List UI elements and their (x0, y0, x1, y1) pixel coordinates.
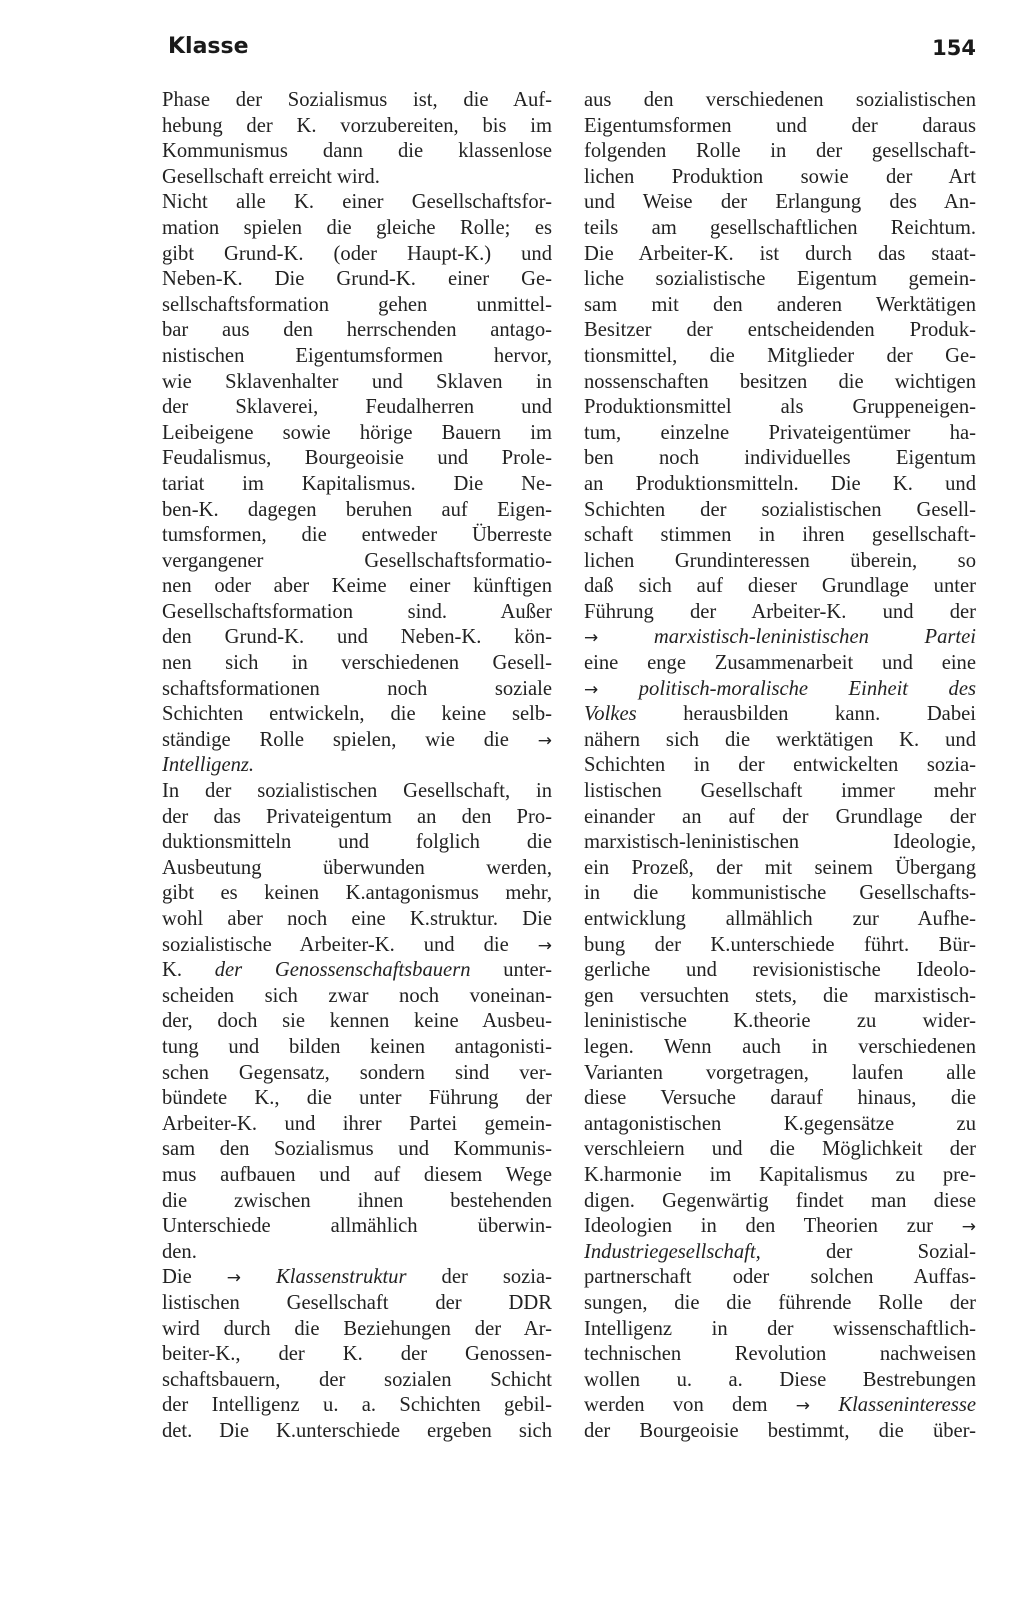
text-line: der, doch sie kennen keine Ausbeu- (162, 1010, 552, 1033)
text-line: werden von dem → Klasseninteresse (584, 1394, 976, 1417)
text-line: entwicklung allmählich zur Aufhe- (584, 908, 976, 930)
text-line: ben noch individuelles Eigentum (584, 447, 976, 470)
text-line: schaftsbauern, der sozialen Schicht (162, 1368, 552, 1391)
text-line: scheiden sich zwar noch voneinan- (162, 984, 552, 1007)
text-line: folgenden Rolle in der gesellschaft- (584, 140, 976, 163)
text-line: ständige Rolle spielen, wie die → (162, 728, 552, 751)
text-line: schen Gegensatz, sondern sind ver- (162, 1061, 552, 1084)
text-line: antagonistischen K.gegensätze zu (584, 1112, 976, 1135)
text-line: Führung der Arbeiter-K. und der (584, 600, 976, 623)
text-line: in die kommunistische Gesellschafts- (584, 882, 976, 905)
text-line: den. (162, 1240, 197, 1263)
text-line: schaftsformationen noch soziale (162, 677, 552, 700)
text-line: lichen Grundinteressen überein, so (584, 549, 976, 572)
text-line: Schichten der sozialistischen Gesell- (584, 498, 976, 521)
text-line: nen oder aber Keime einer künftigen (162, 575, 552, 598)
text-line (162, 753, 552, 779)
text-line: Neben-K. Die Grund-K. einer Ge- (162, 268, 552, 291)
text-line: sozialistische Arbeiter-K. und die → (162, 933, 552, 956)
cross-reference-arrow-icon: → (961, 1217, 976, 1238)
text-line: gen versuchten stets, die marxistisch- (584, 984, 976, 1007)
text-line: tum, einzelne Privateigentümer ha- (584, 421, 976, 444)
text-line: legen. Wenn auch in verschiedenen (584, 1035, 976, 1058)
text-line: mus aufbauen und auf diesem Wege (162, 1163, 552, 1186)
cross-reference-arrow-icon: → (537, 730, 552, 751)
text-line: einander an auf der Grundlage der (584, 805, 976, 828)
text-line: tariat im Kapitalismus. Die Ne- (162, 472, 552, 495)
text-line: nen sich in verschiedenen Gesell- (162, 652, 552, 675)
text-line: wollen u. a. Diese Bestrebungen (584, 1368, 976, 1391)
text-line: gerliche und revisionistische Ideolo- (584, 959, 976, 982)
text-line: sungen, die die führende Rolle der (584, 1291, 976, 1314)
cross-reference-arrow-icon: → (584, 628, 599, 649)
cross-reference-text: der Genossenschaftsbauern (214, 959, 471, 982)
cross-reference-arrow-icon: → (226, 1268, 242, 1289)
text-line: Die Arbeiter-K. ist durch das staat- (584, 242, 976, 265)
cross-reference-arrow-icon: → (584, 679, 599, 700)
left-column (162, 88, 552, 1444)
entry-title: Klasse (168, 34, 249, 59)
text-line: duktionsmitteln und folglich die (162, 831, 552, 854)
cross-reference-text: marxistisch-leninistischen Partei (653, 626, 976, 649)
text-line: tumsformen, die entweder Überreste (162, 524, 552, 547)
text-line: Produktionsmittel als Gruppeneigen- (584, 396, 976, 419)
text-line: und Weise der Erlangung des An- (584, 191, 976, 214)
text-line: Nicht alle K. einer Gesellschaftsfor- (162, 191, 552, 214)
text-line: Intelligenz in der wissenschaftlich- (584, 1317, 976, 1340)
text-line: Eigentumsformen und der daraus (584, 114, 976, 137)
text-line: sellschaftsformation gehen unmittel- (162, 293, 552, 316)
text-line: ein Prozeß, der mit seinem Übergang (584, 856, 976, 879)
cross-reference-text: Klasseninteresse (838, 1394, 976, 1417)
text-line: digen. Gegenwärtig findet man diese (584, 1189, 976, 1212)
text-line: Feudalismus, Bourgeoisie und Prole- (162, 447, 552, 470)
text-line: tionsmittel, die Mitglieder der Ge- (584, 344, 976, 367)
cross-reference-text: Industriegesellschaft, (584, 1240, 761, 1263)
text-line (584, 677, 976, 703)
text-line: bündete K., die unter Führung der (162, 1087, 552, 1110)
text-line: listischen Gesellschaft der DDR (162, 1291, 552, 1314)
text-line: beiter-K., der K. der Genossen- (162, 1343, 552, 1366)
page-number: 154 (932, 36, 976, 60)
text-line: listischen Gesellschaft immer mehr (584, 780, 976, 803)
cross-reference-arrow-icon: → (795, 1396, 811, 1417)
text-line: marxistisch-leninistischen Ideologie, (584, 831, 976, 854)
text-line: an Produktionsmitteln. Die K. und (584, 472, 976, 495)
text-line: partnerschaft oder solchen Auffas- (584, 1266, 976, 1289)
text-line: die zwischen ihnen bestehenden (162, 1189, 552, 1212)
text-line: nistischen Eigentumsformen hervor, (162, 344, 552, 367)
cross-reference-text: Klassenstruktur (276, 1266, 407, 1289)
text-line: wird durch die Beziehungen der Ar- (162, 1317, 552, 1340)
text-line: mation spielen die gleiche Rolle; es (162, 216, 552, 239)
text-line: liche sozialistische Eigentum gemein- (584, 268, 976, 291)
text-line: nossenschaften besitzen die wichtigen (584, 370, 976, 393)
text-line: sam mit den anderen Werktätigen (584, 293, 976, 316)
text-line: Besitzer der entscheidenden Produk- (584, 319, 976, 342)
text-line: wie Sklavenhalter und Sklaven in (162, 370, 552, 393)
text-line: Volkes herausbilden kann. Dabei (584, 703, 976, 726)
text-line: leninistische K.theorie zu wider- (584, 1010, 976, 1033)
text-line: gibt Grund-K. (oder Haupt-K.) und (162, 242, 552, 265)
text-line: Ideologien in den Theorien zur → (584, 1215, 976, 1238)
text-line: Gesellschaftsformation sind. Außer (162, 600, 552, 623)
text-line: Ausbeutung überwunden werden, (162, 856, 552, 879)
text-line: bar aus den herrschenden antago- (162, 319, 552, 342)
text-line: vergangener Gesellschaftsformatio- (162, 549, 552, 572)
text-line: diese Versuche darauf hinaus, die (584, 1087, 976, 1110)
text-line: eine enge Zusammenarbeit und eine (584, 652, 976, 675)
cross-reference-arrow-icon: → (537, 935, 552, 956)
text-line: technischen Revolution nachweisen (584, 1343, 976, 1366)
cross-reference-text: Volkes (584, 703, 637, 726)
text-line: Unterschiede allmählich überwin- (162, 1215, 552, 1238)
text-line: In der sozialistischen Gesellschaft, in (162, 780, 552, 803)
text-line (584, 625, 976, 651)
text-line: Industriegesellschaft, der Sozial- (584, 1240, 976, 1263)
text-line: schaft stimmen in ihren gesellschaft- (584, 524, 976, 547)
text-line: der Bourgeoisie bestimmt, die über- (584, 1419, 976, 1442)
text-line: aus den verschiedenen sozialistischen (584, 89, 976, 111)
text-line: Arbeiter-K. und ihrer Partei gemein- (162, 1112, 552, 1135)
text-line: K.harmonie im Kapitalismus zu pre- (584, 1163, 976, 1186)
text-line: ben-K. dagegen beruhen auf Eigen- (162, 498, 552, 521)
text-line: Leibeigene sowie hörige Bauern im (162, 421, 552, 444)
text-line: Schichten in der entwickelten sozia- (584, 754, 976, 777)
text-line: Phase der Sozialismus ist, die Auf- (162, 89, 552, 111)
text-line: den Grund-K. und Neben-K. kön- (162, 626, 552, 649)
text-line: der Sklaverei, Feudalherren und (162, 396, 552, 419)
text-line: gibt es keinen K.antagonismus mehr, (162, 882, 552, 905)
text-line: Die → Klassenstruktur der sozia- (162, 1266, 552, 1289)
text-line: verschleiern und die Möglichkeit der (584, 1138, 976, 1161)
text-line: wohl aber noch eine K.struktur. Die (162, 908, 552, 930)
text-line: nähern sich die werktätigen K. und (584, 728, 976, 751)
text-line: der Intelligenz u. a. Schichten gebil- (162, 1394, 552, 1417)
text-line: lichen Produktion sowie der Art (584, 165, 976, 188)
text-line: Varianten vorgetragen, laufen alle (584, 1061, 976, 1084)
running-head (168, 28, 976, 68)
cross-reference-text: politisch-moralische Einheit des (638, 677, 976, 700)
text-line: sam den Sozialismus und Kommunis- (162, 1138, 552, 1161)
cross-reference-text: Intelligenz. (162, 754, 255, 777)
right-column (584, 88, 976, 1444)
text-line: daß sich auf dieser Grundlage unter (584, 575, 976, 598)
text-line: der das Privateigentum an den Pro- (162, 805, 552, 828)
text-line: det. Die K.unterschiede ergeben sich (162, 1419, 552, 1442)
text-line: hebung der K. vorzubereiten, bis im (162, 114, 552, 137)
text-line: Schichten entwickeln, die keine selb- (162, 703, 552, 726)
text-line: teils am gesellschaftlichen Reichtum. (584, 216, 976, 239)
text-line: tung und bilden keinen antagonisti- (162, 1035, 552, 1058)
text-line: bung der K.unterschiede führt. Bür- (584, 933, 976, 956)
text-line: Gesellschaft erreicht wird. (162, 165, 380, 188)
text-line: K. der Genossenschaftsbauern unter- (162, 959, 552, 982)
text-line: Kommunismus dann die klassenlose (162, 140, 552, 163)
